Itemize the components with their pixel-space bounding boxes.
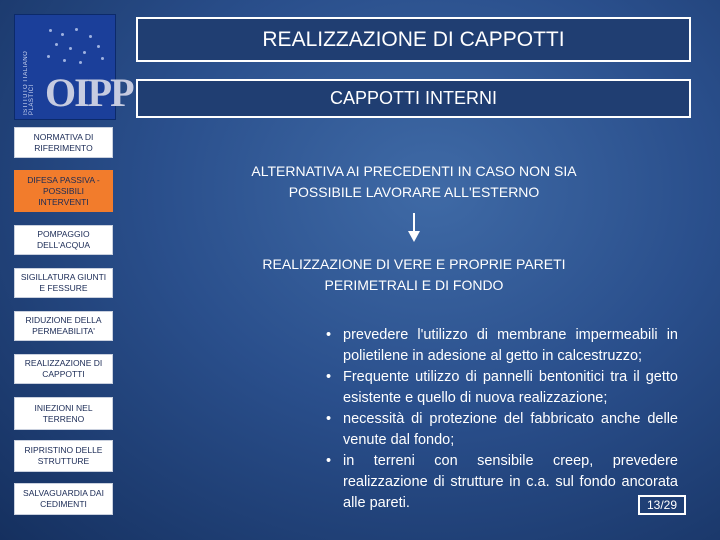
- bullet-text: Frequente utilizzo di pannelli bentonitici tra il getto esistente e quello di nuova realizzazione;: [343, 369, 678, 406]
- bullet-text: in terreni con sensibile creep, prevedere realizzazione di strutture in c.a. sul fondo ancorata alle pareti.: [343, 453, 678, 511]
- sidebar-item-sigillatura[interactable]: [14, 268, 113, 298]
- oipp-logo: [14, 14, 133, 120]
- list-item: [326, 325, 678, 367]
- bullet-list: [326, 325, 678, 514]
- sidebar-item-label: SIGILLATURA GIUNTI E FESSURE: [20, 272, 107, 293]
- sidebar-item-label: RIPRISTINO DELLE STRUTTURE: [24, 445, 103, 466]
- intro-text: ALTERNATIVA AI PRECEDENTI IN CASO NON SIA POSSIBILE LAVORARE ALL'ESTERNO: [251, 163, 577, 200]
- sidebar-item-label: RIDUZIONE DELLA PERMEABILITA': [25, 315, 102, 336]
- sidebar-item-pompaggio[interactable]: [14, 225, 113, 255]
- sidebar-item-iniezioni[interactable]: [14, 397, 113, 430]
- list-item: [326, 409, 678, 451]
- slide-title: [136, 17, 691, 62]
- bullet-icon: •: [326, 453, 332, 469]
- logo-text: OIPP: [45, 70, 133, 115]
- sidebar-item-label: INIEZIONI NEL TERRENO: [34, 402, 93, 424]
- bullet-icon: •: [326, 327, 332, 343]
- sidebar-item-difesa-passiva[interactable]: [14, 170, 113, 212]
- sidebar-item-label: SALVAGUARDIA DAI CEDIMENTI: [23, 488, 104, 509]
- sidebar-item-riduzione-permeabilita[interactable]: [14, 311, 113, 341]
- bullet-icon: •: [326, 411, 332, 427]
- sidebar-item-label: REALIZZAZIONE DI CAPPOTTI: [24, 358, 103, 379]
- sidebar-item-realizzazione-cappotti[interactable]: [14, 354, 113, 384]
- logo-dot-pattern: [41, 25, 109, 65]
- sidebar-item-label: NORMATIVA DI RIFERIMENTO: [33, 131, 94, 153]
- slide-subtitle-text: CAPPOTTI INTERNI: [329, 88, 497, 108]
- logo-vertical-text: ISTITUTO ITALIANO PLASTICI: [23, 50, 35, 115]
- list-item: [326, 367, 678, 409]
- sidebar-item-ripristino[interactable]: [14, 440, 113, 472]
- slide-title-text: REALIZZAZIONE DI CAPPOTTI: [262, 27, 565, 51]
- page-number-text: 13/29: [646, 498, 678, 512]
- arrow-down-icon: [406, 213, 422, 243]
- sidebar-item-normativa[interactable]: [14, 127, 113, 158]
- sidebar-item-salvaguardia[interactable]: [14, 483, 113, 515]
- bullet-icon: •: [326, 369, 332, 385]
- page-number: [638, 495, 686, 515]
- slide-subtitle: [136, 79, 691, 118]
- bullet-text: prevedere l'utilizzo di membrane impermeabili in polietilene in adesione al getto in calcestruzzo;: [343, 327, 678, 364]
- sidebar-item-label: POMPAGGIO DELL'ACQUA: [36, 229, 91, 250]
- bullet-text: necessità di protezione del fabbricato anche delle venute dal fondo;: [343, 411, 678, 448]
- result-text: REALIZZAZIONE DI VERE E PROPRIE PARETI PERIMETRALI E DI FONDO: [262, 256, 566, 293]
- sidebar-item-label: DIFESA PASSIVA - POSSIBILI INTERVENTI: [27, 174, 100, 207]
- list-item: [326, 451, 678, 514]
